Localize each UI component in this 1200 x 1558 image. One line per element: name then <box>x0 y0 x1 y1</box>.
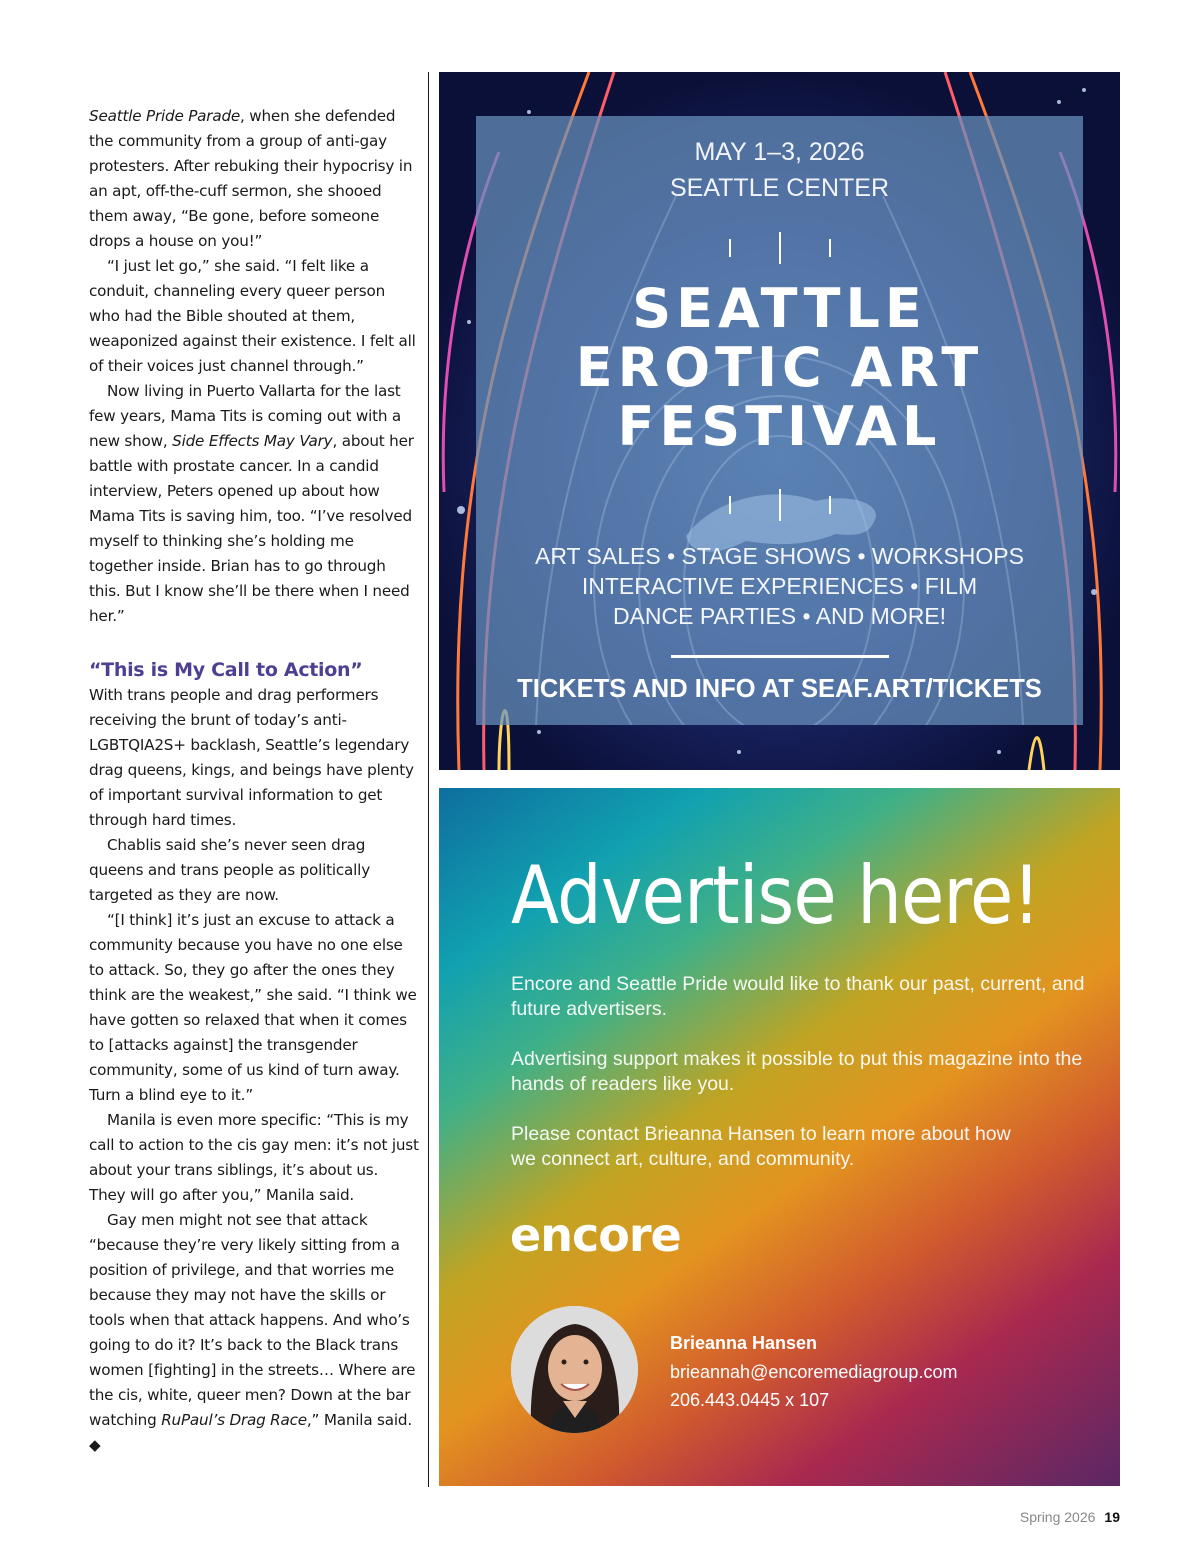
festival-offer-line-1: ART SALES • STAGE SHOWS • WORKSHOPS <box>535 543 1024 569</box>
encore-logo: encore <box>510 1208 681 1262</box>
body-text: Chablis said she’s never seen drag queens and trans people as politically targeted as they are now. <box>89 836 370 904</box>
italic-title-text: Seattle Pride Parade <box>89 107 241 125</box>
contact-phone: 206.443.0445 x 107 <box>670 1390 830 1410</box>
article-column <box>89 104 419 1458</box>
festival-offer-line-2: INTERACTIVE EXPERIENCES • FILM <box>581 573 978 599</box>
decorative-bars-top <box>476 232 1083 264</box>
body-text: ,” Manila said. ◆ <box>89 1411 412 1454</box>
article-paragraph <box>89 683 419 833</box>
article-paragraph <box>89 104 419 254</box>
italic-title-text: RuPaul’s Drag Race <box>161 1411 307 1429</box>
festival-title-line-1: SEATTLE <box>632 277 927 340</box>
festival-title-line-3: FESTIVAL <box>617 395 942 458</box>
article-paragraph <box>89 1208 419 1458</box>
issue-label: Spring 2026 <box>1019 1509 1096 1525</box>
contact-email-link[interactable]: brieannah@encoremediagroup.com <box>670 1362 958 1382</box>
body-text: “I just let go,” she said. “I felt like a conduit, channeling every queer person who had the Bible shouted at them, weaponized against their existence. I felt all of their voices just channel through.” <box>89 257 416 375</box>
advertise-paragraph-2: Advertising support makes it possible to put this magazine into the hands of readers like you. <box>511 1048 1083 1095</box>
advertise-ad <box>439 788 1120 1486</box>
advertise-paragraph-3: Please contact Brieanna Hansen to learn more about how we connect art, culture, and community. <box>511 1123 1011 1170</box>
body-text: , about her battle with prostate cancer. In a candid interview, Peters opened up about how Mama Tits is saving him, too. “I’ve resolved myself to thinking she’s holding me together inside. Brian has to go through this. But I know she’ll be there when I need her.” <box>89 432 414 625</box>
article-subheading: “This is My Call to Action” <box>89 659 363 681</box>
festival-title-line-2: EROTIC ART <box>575 336 984 399</box>
article-paragraph <box>89 908 419 1108</box>
festival-panel <box>476 116 1083 725</box>
column-divider <box>428 72 429 1487</box>
advertise-paragraph-1: Encore and Seattle Pride would like to thank our past, current, and future advertisers. <box>511 973 1085 1020</box>
festival-ad <box>439 72 1120 770</box>
body-text: Now living in Puerto Vallarta for the last few years, Mama Tits is coming out with a new show, <box>89 382 402 450</box>
contact-portrait-icon <box>511 1306 638 1433</box>
body-text: Manila is even more specific: “This is my call to action to the cis gay men: it’s not just about your trans siblings, it’s about us. They will go after you,” Manila said. <box>89 1111 419 1204</box>
decorative-bars-bottom <box>476 489 1083 521</box>
festival-divider <box>671 655 889 658</box>
festival-tickets-link[interactable]: TICKETS AND INFO AT SEAF.ART/TICKETS <box>517 675 1042 703</box>
festival-dates: MAY 1–3, 2026 <box>694 138 865 166</box>
body-text: “[I think] it’s just an excuse to attack a community because you have no one else to attack. So, they go after the ones they think are the weakest,” she said. “I think we have gotten so relaxed that when it comes to [attacks against] the transgender community, some of us kind of turn away. Turn a blind eye to it.” <box>89 911 417 1104</box>
italic-title-text: Side Effects May Vary <box>172 432 333 450</box>
page-folio <box>1020 1509 1120 1525</box>
body-text: Gay men might not see that attack “because they’re very likely sitting from a position of privilege, and that worries me because they may not have the skills or tools when that attack happens. And who’s going to do it? It’s back to the Black trans women [fighting] in the streets… Where are the cis, white, queer men? Down at the bar watching <box>89 1211 416 1429</box>
advertise-headline: Advertise here! <box>511 849 1040 942</box>
festival-offer-line-3: DANCE PARTIES • AND MORE! <box>612 603 947 629</box>
article-paragraph <box>89 254 419 379</box>
body-text: With trans people and drag performers receiving the brunt of today’s anti-LGBTQIA2S+ backlash, Seattle’s legendary drag queens, kings, and beings have plenty of important survival information to get through hard times. <box>89 686 414 829</box>
festival-venue: SEATTLE CENTER <box>669 174 890 202</box>
article-paragraph <box>89 833 419 908</box>
page-number: 19 <box>1104 1509 1120 1525</box>
body-text: , when she defended the community from a group of anti-gay protesters. After rebuking their hypocrisy in an apt, off-the-cuff sermon, she shooed them away, “Be gone, before someone drops a house on you!” <box>89 107 413 250</box>
article-paragraph <box>89 1108 419 1208</box>
contact-name: Brieanna Hansen <box>670 1333 818 1353</box>
article-paragraph <box>89 379 419 629</box>
contact-photo <box>511 1306 638 1433</box>
